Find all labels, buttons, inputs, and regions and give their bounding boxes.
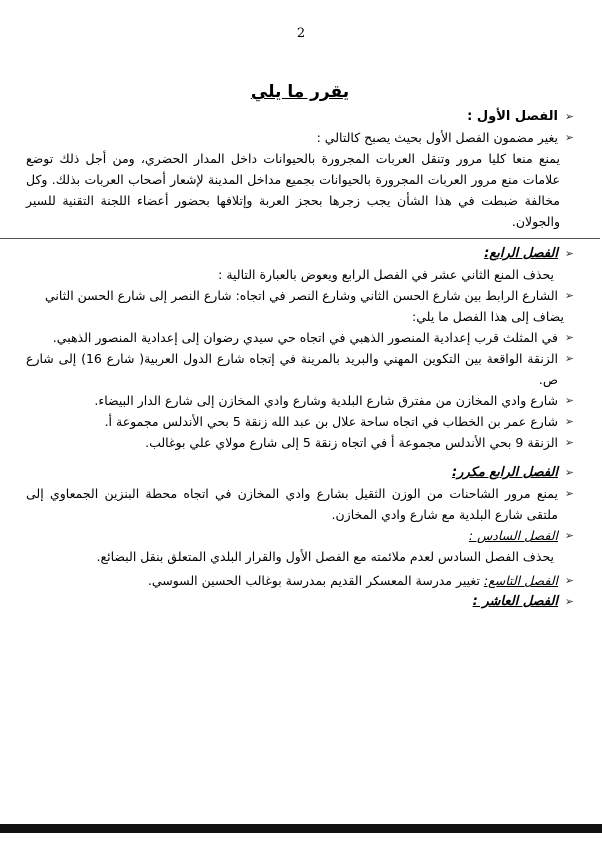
section-divider (0, 238, 600, 239)
section-9 (26, 570, 574, 591)
page-title: يقرر ما يلي (250, 82, 350, 102)
section-4bis-text: ➢ يمنع مرور الشاحنات من الوزن الثقيل بشارع وادي المخازن في اتجاه محطة البنزين الجمعاوي إلى ملتقى شارع البلدية مع شارع وادي المخازن. (26, 483, 574, 525)
scan-bottom-edge (0, 824, 602, 833)
section-10-heading-text: الفصل العاشر : (472, 594, 558, 609)
section-9-heading: الفصل التاسع: (483, 573, 558, 588)
section-9-text: تغيير مدرسة المعسكر القديم بمدرسة بوغالب الحسين السوسي. (147, 573, 480, 588)
list-item: ➢ الزنقة 9 بحي الأندلس مجموعة أ في اتجاه زنقة 5 إلى شارع مولاي علي بوغالب. (26, 432, 574, 453)
section-4-added-intro: يضاف إلى هذا الفصل ما يلي: (412, 309, 564, 324)
document-body (26, 80, 574, 612)
section-1-heading: ➢ الفصل الأول : (26, 106, 574, 127)
section-6-heading-text: الفصل السادس : (468, 528, 558, 543)
list-item: ➢ شارع وادي المخازن من مفترق شارع البلدية وشارع وادي المخازن إلى شارع الدار البيضاء. (26, 390, 574, 411)
section-10-heading (26, 591, 574, 612)
section-4-replacement: ➢ الشارع الرابط بين شارع الحسن الثاني وشارع النصر في اتجاه: شارع النصر إلى شارع الحسن الثاني (26, 285, 574, 306)
page-number: 2 (296, 26, 306, 41)
section-4-intro: يحذف المنع الثاني عشر في الفصل الرابع ويعوض بالعبارة التالية : (218, 267, 554, 282)
list-item: ➢ شارع عمر بن الخطاب في اتجاه ساحة علال بن عبد الله زنقة 5 بحي الأندلس مجموعة أ. (26, 411, 574, 432)
section-4bis-heading (26, 462, 574, 483)
section-1-body: يمنع منعا كليا مرور وتنقل العربات المجرورة بالحيوانات داخل المدار الحضري، ومن أجل ذلك توضع علامات منع مرور العربات المجرورة بالحيوانات بجميع مداخل المدينة لإشعار أصحاب العربات بذلك. وكل مخالفة ضبطت في هذا الشأن يجب زجرها بحجز العربة وإتلافها بحضور أعضاء اللجنة التقنية للسير والجولان. (26, 151, 560, 229)
section-4bis-heading-text: الفصل الرابع مكرر: (451, 465, 558, 480)
list-item: ➢ الزنقة الواقعة بين التكوين المهني والبريد بالمرينة في إتجاه شارع الدول العربية( شارع 16) إلى شارع ص. (26, 348, 574, 390)
section-4-heading (26, 243, 574, 264)
section-6-heading (26, 525, 574, 546)
section-6-text: يحذف الفصل السادس لعدم ملائمته مع الفصل الأول والقرار البلدي المتعلق بنقل البضائع. (96, 549, 554, 564)
list-item: ➢ في المثلث قرب إعدادية المنصور الذهبي في اتجاه حي سيدي رضوان إلى إعدادية المنصور الذهبي. (26, 327, 574, 348)
section-4-heading-text: الفصل الرابع: (484, 246, 558, 261)
section-1-intro: ➢ يغير مضمون الفصل الأول بحيث يصبح كالتالي : (26, 127, 574, 148)
